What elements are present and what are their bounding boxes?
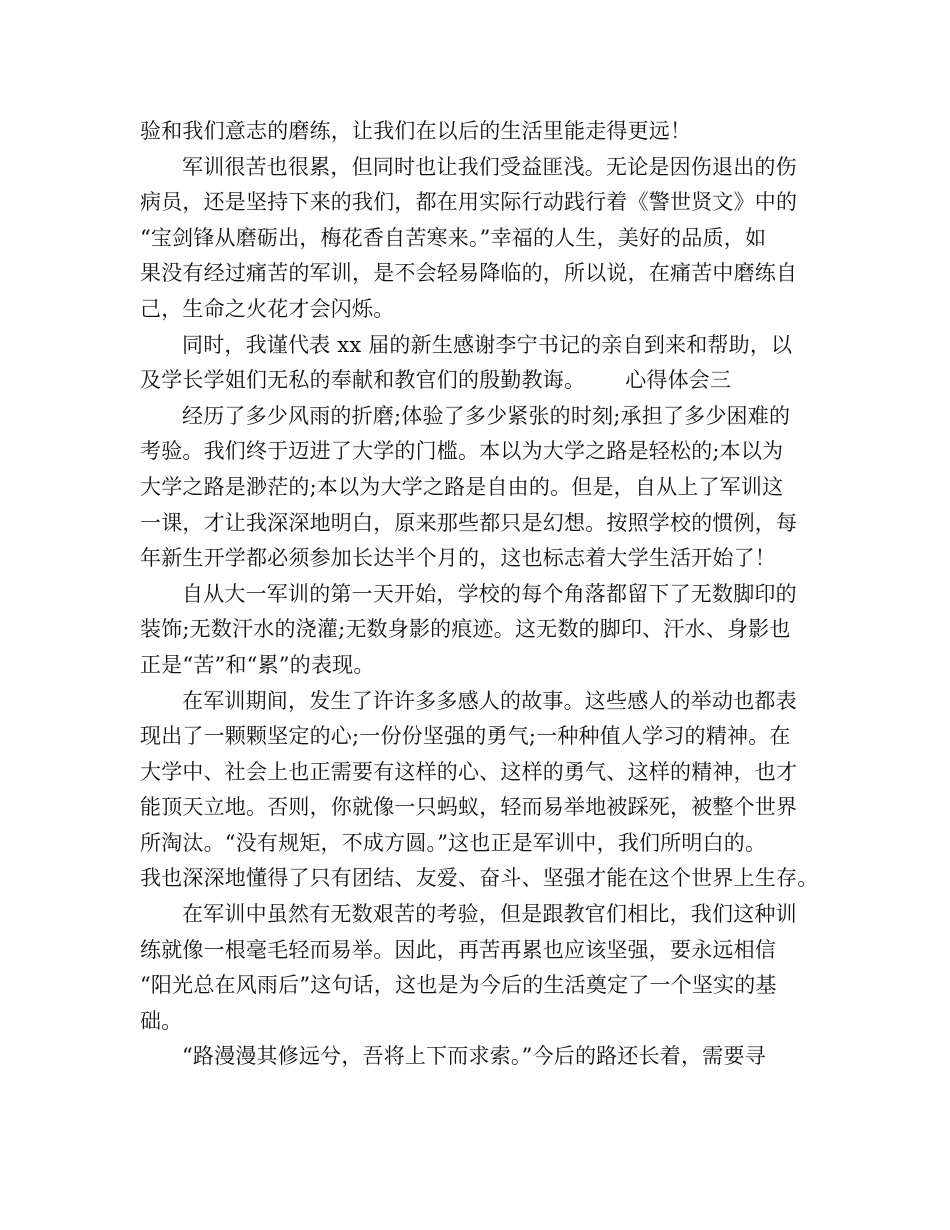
text-line: [140, 292, 820, 328]
text-line-content: 在军训期间，发生了许许多多感人的故事。这些感人的举动也都表: [182, 688, 797, 713]
text-line: [140, 328, 820, 364]
text-line-content: 病员，还是坚持下来的我们，都在用实际行动践行着《警世贤文》中的: [140, 190, 798, 215]
text-line: [140, 790, 820, 826]
text-line: [140, 185, 820, 221]
text-line: [140, 221, 820, 257]
text-line: [140, 933, 820, 969]
text-line: [140, 434, 820, 470]
text-line-content: 我也深深地懂得了只有团结、友爱、奋斗、坚强才能在这个世界上生存。: [140, 866, 819, 891]
text-line-content: 军训很苦也很累，但同时也让我们受益匪浅。无论是因伤退出的伤: [182, 154, 797, 179]
text-line-content: 正是“苦”和“累”的表现。: [140, 652, 375, 677]
section-heading: 心得体会三: [625, 368, 732, 393]
text-line: [140, 612, 820, 648]
text-line: [140, 470, 820, 506]
text-line: [140, 1004, 820, 1040]
text-line: [140, 256, 820, 292]
document-body: [140, 114, 820, 1075]
text-line: [140, 114, 820, 150]
text-line: [140, 648, 820, 684]
text-line: [140, 684, 820, 720]
text-line-content: 验和我们意志的磨练，让我们在以后的生活里能走得更远！: [140, 119, 692, 143]
text-line: [140, 1039, 820, 1075]
text-line: [140, 363, 820, 399]
text-line-content: “宝剑锋从磨砺出，梅花香自苦寒来。”幸福的人生，美好的品质，如: [140, 225, 767, 250]
text-line: [140, 968, 820, 1004]
text-line-content: 己，生命之火花才会闪烁。: [140, 296, 395, 321]
text-line: [140, 719, 820, 755]
text-line-content: 现出了一颗颗坚定的心;一份份坚强的勇气;一种种值人学习的精神。在: [140, 724, 791, 749]
text-line-content: 能顶天立地。否则，你就像一只蚂蚁，轻而易举地被踩死，被整个世界: [140, 795, 798, 820]
text-line-content: 一课，才让我深深地明白，原来那些都只是幻想。按照学校的惯例，每: [140, 510, 798, 535]
text-line-content: 装饰;无数汗水的浇灌;无数身影的痕迹。这无数的脚印、汗水、身影也: [140, 617, 791, 642]
text-line-content: 所淘汰。“没有规矩，不成方圆。”这也正是军训中，我们所明白的。: [140, 830, 767, 855]
text-line-content: 果没有经过痛苦的军训，是不会轻易降临的，所以说，在痛苦中磨练自: [140, 261, 798, 286]
text-line-content: 年新生开学都必须参加长达半个月的，这也标志着大学生活开始了！: [140, 546, 776, 571]
text-line: [140, 150, 820, 186]
text-line-content: 练就像一根毫毛轻而易举。因此，再苦再累也应该坚强，要永远相信: [140, 937, 776, 962]
text-line-content: “阳光总在风雨后”这句话，这也是为今后的生活奠定了一个坚实的基: [140, 973, 777, 998]
text-line: [140, 577, 820, 613]
text-line-content: 在军训中虽然有无数艰苦的考验，但是跟教官们相比，我们这种训: [182, 902, 797, 927]
text-line-content: 及学长学姐们无私的奉献和教官们的殷勤教诲。: [140, 368, 586, 393]
text-line-content: 础。: [140, 1008, 183, 1033]
text-line: [140, 861, 820, 897]
text-line: [140, 541, 820, 577]
text-line-content: “路漫漫其修远兮，吾将上下而求索。”今后的路还长着，需要寻: [182, 1044, 766, 1069]
text-line-content: 大学中、社会上也正需要有这样的心、这样的勇气、这样的精神，也才: [140, 759, 798, 784]
text-line: [140, 399, 820, 435]
text-line: [140, 506, 820, 542]
text-line-content: 考验。我们终于迈进了大学的门槛。本以为大学之路是轻松的;本以为: [140, 439, 784, 464]
text-line: [140, 755, 820, 791]
text-line-content: 大学之路是渺茫的;本以为大学之路是自由的。但是，自从上了军训这: [140, 474, 784, 499]
text-line: [140, 826, 820, 862]
text-line-content: 同时，我谨代表 xx 届的新生感谢李宁书记的亲自到来和帮助，以: [182, 332, 793, 357]
text-line-content: 经历了多少风雨的折磨;体验了多少紧张的时刻;承担了多少困难的: [182, 403, 791, 428]
text-line-content: 自从大一军训的第一天开始，学校的每个角落都留下了无数脚印的: [182, 581, 797, 606]
text-line: [140, 897, 820, 933]
